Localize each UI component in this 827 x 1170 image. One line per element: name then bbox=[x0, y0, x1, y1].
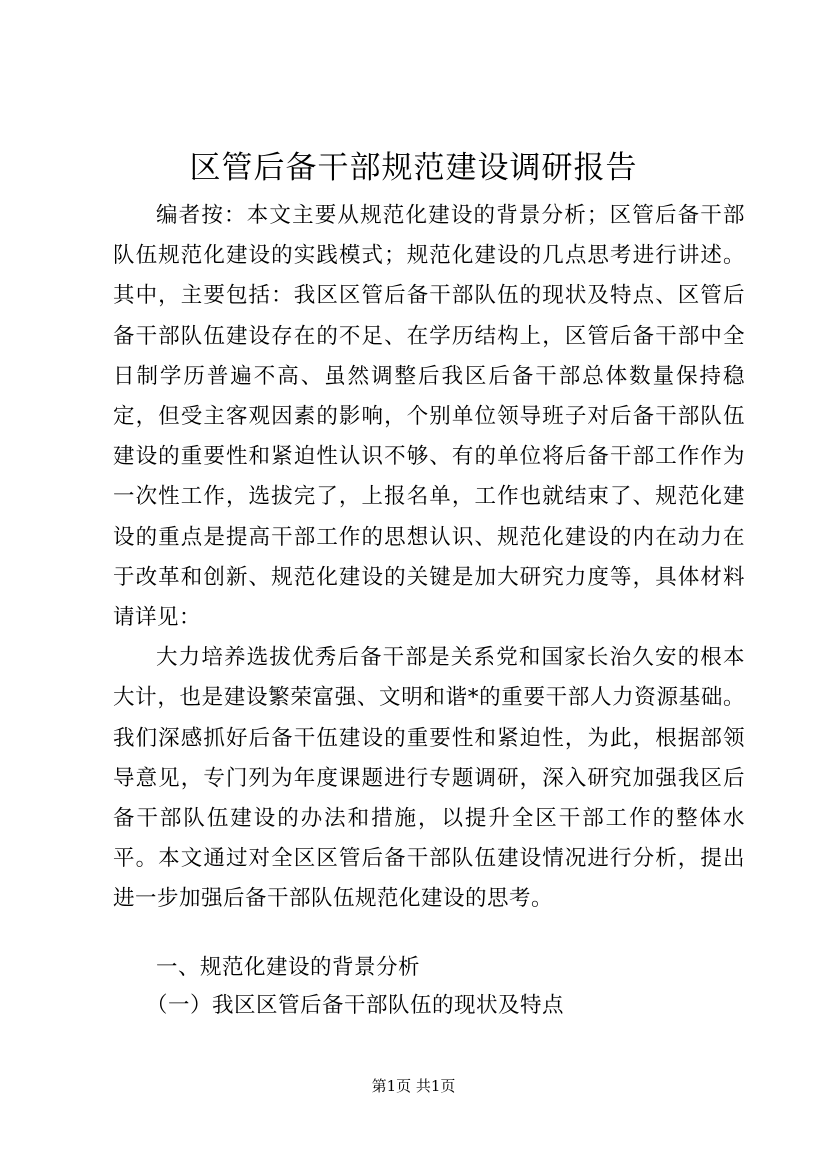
subsection-heading: （一）我区区管后备干部队伍的现状及特点 bbox=[146, 993, 565, 1018]
page-footer: 第1页 共1页 bbox=[371, 1077, 456, 1095]
document-title: 区管后备干部规范建设调研报告 bbox=[189, 150, 638, 186]
editor-note-paragraph: 编者按：本文主要从规范化建设的背景分析；区管后备干部队伍规范化建设的实践模式；规范化建设的几点思考进行讲述。其中，主要包括：我区区管后备干部队伍的现状及特点、区管后备干部队伍建设存在的不足、在学历结构上，区管后备干部中全日制学历普遍不高、虽然调整后我区后备干部总体数量保持稳定，但受主客观因素的影响，个别单位领导班子对后备干部队伍建设的重要性和紧迫性认识不够、有的单位将后备干部工作作为一次性工作，选拔完了，上报名单，工作也就结束了、规范化建设的重点是提高干部工作的思想认识、规范化建设的内在动力在于改革和创新、规范化建设的关键是加大研究力度等，具体材料请详见： bbox=[113, 203, 745, 631]
section-heading: 一、规范化建设的背景分析 bbox=[156, 955, 421, 980]
document-body bbox=[113, 196, 745, 920]
intro-paragraph: 大力培养选拔优秀后备干部是关系党和国家长治久安的根本大计，也是建设繁荣富强、文明和谐*的重要干部人力资源基础。我们深感抓好后备干伍建设的重要性和紧迫性，为此，根据部领导意见，专门列为年度课题进行专题调研，深入研究加强我区后备干部队伍建设的办法和措施，以提升全区干部工作的整体水平。本文通过对全区区管后备干部队伍建设情况进行分析，提出进一步加强后备干部队伍规范化建设的思考。 bbox=[113, 645, 745, 912]
